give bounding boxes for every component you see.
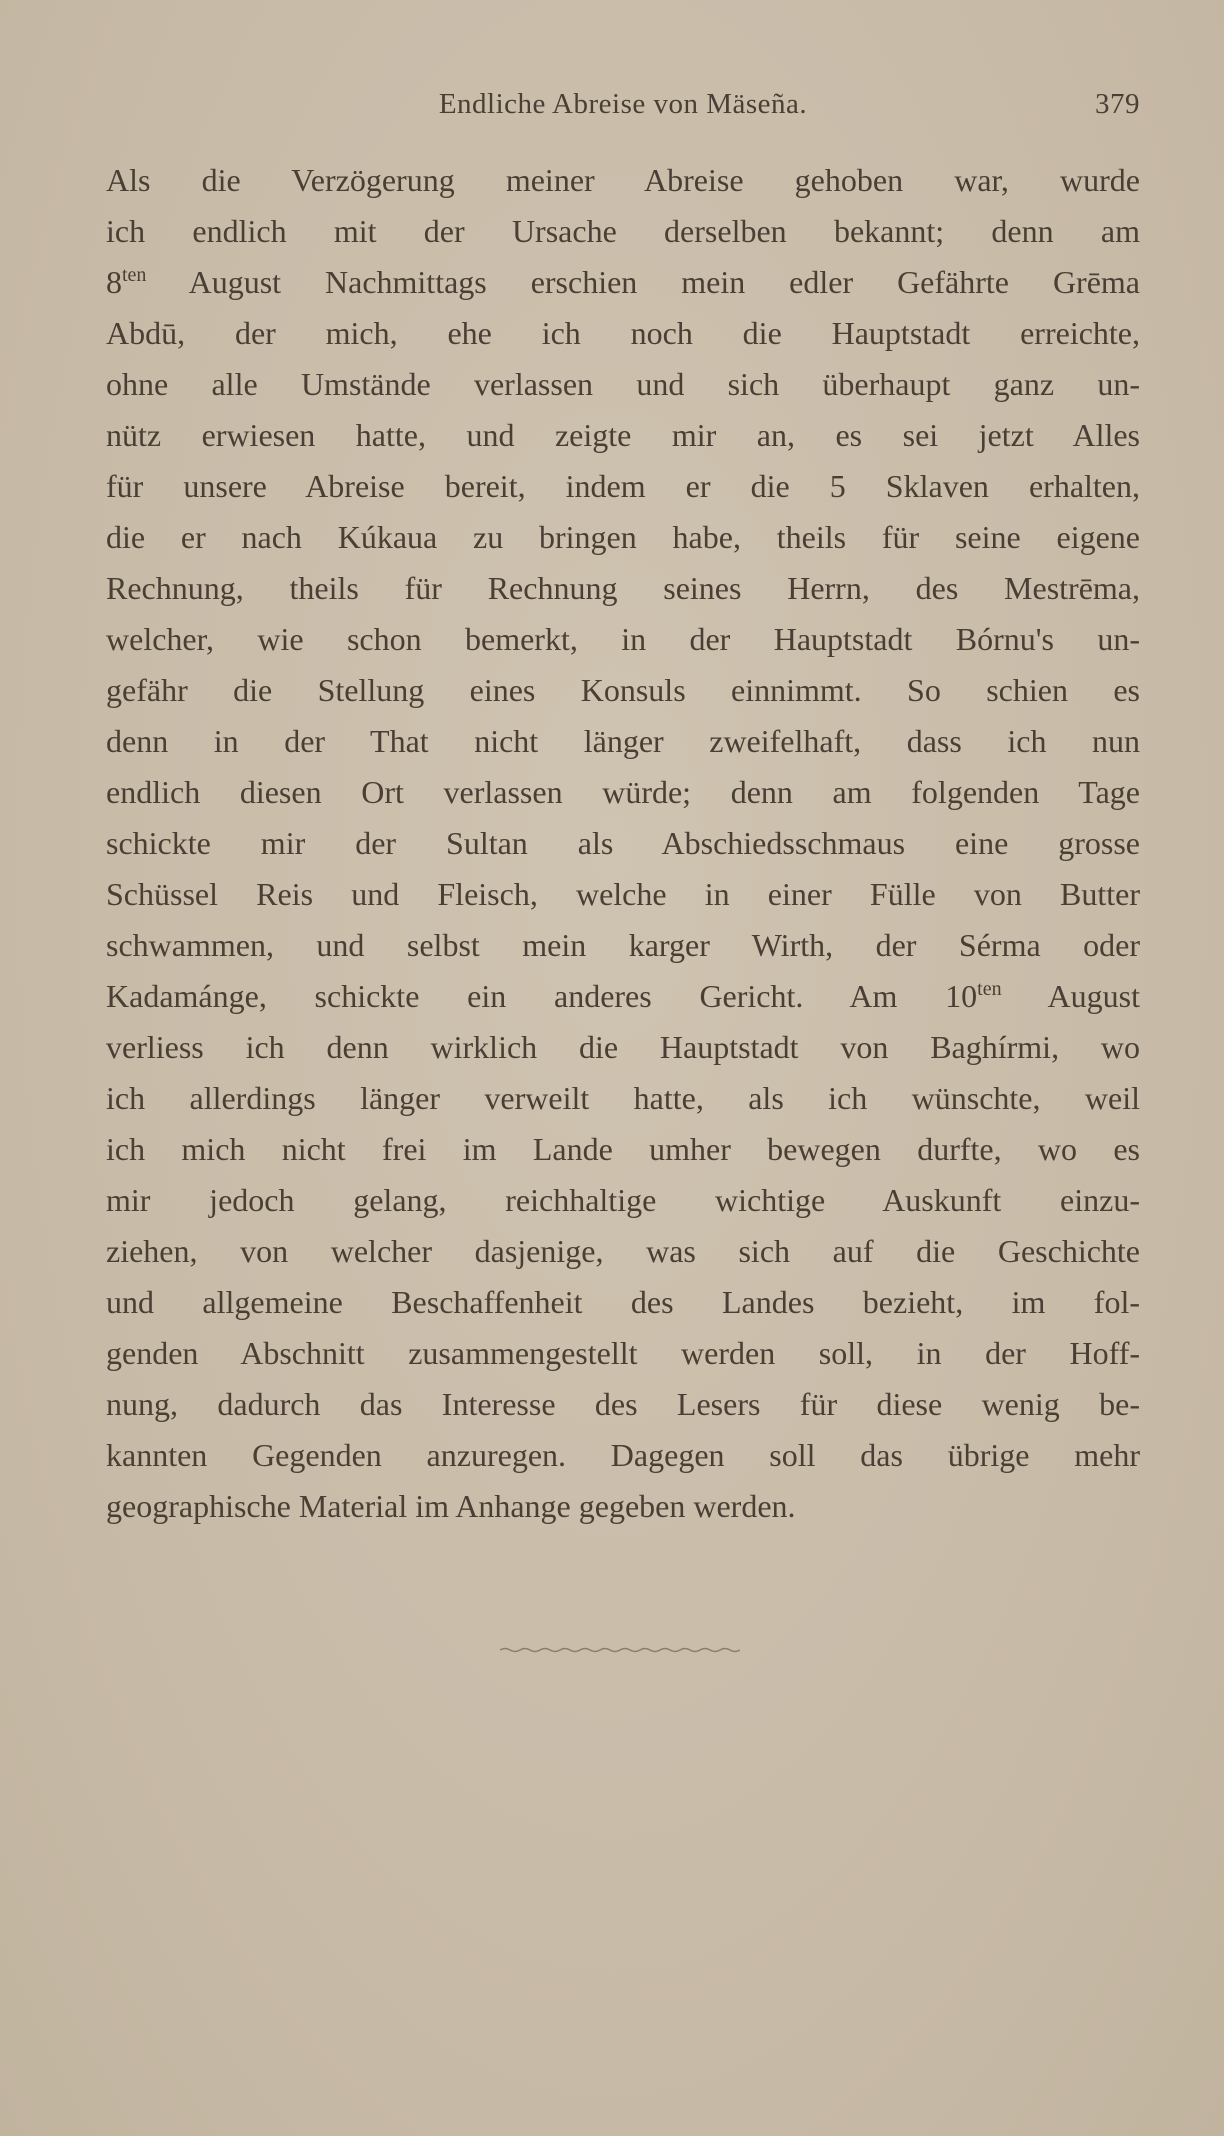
text-line: für unsere Abreise bereit, indem er die 5 Sklaven erhalten,: [106, 468, 1140, 504]
text-line: kannten Gegenden anzuregen. Dagegen soll das übrige mehr: [106, 1437, 1140, 1473]
wavy-divider-ornament: [500, 1646, 740, 1654]
text-line: ziehen, von welcher dasjenige, was sich auf die Geschichte: [106, 1233, 1140, 1269]
text-line: Schüssel Reis und Fleisch, welche in einer Fülle von Butter: [106, 876, 1140, 912]
text-line: $8^{ten}$ August Nachmittags erschien mein edler Gefährte Grēma: [106, 264, 1140, 300]
text-line: ich mich nicht frei im Lande umher bewegen durfte, wo es: [106, 1131, 1140, 1167]
text-line: nütz erwiesen hatte, und zeigte mir an, es sei jetzt Alles: [106, 417, 1140, 453]
text-line: die er nach Kúkaua zu bringen habe, theils für seine eigene: [106, 519, 1140, 555]
text-line: schwammen, und selbst mein karger Wirth, der Sérma oder: [106, 927, 1140, 963]
text-line: ich allerdings länger verweilt hatte, als ich wünschte, weil: [106, 1080, 1140, 1116]
text-line: verliess ich denn wirklich die Hauptstadt von Baghírmi, wo: [106, 1029, 1140, 1065]
text-line: welcher, wie schon bemerkt, in der Hauptstadt Bórnu's un-: [106, 621, 1140, 657]
text-line: und allgemeine Beschaffenheit des Landes bezieht, im fol-: [106, 1284, 1140, 1320]
text-line: endlich diesen Ort verlassen würde; denn am folgenden Tage: [106, 774, 1140, 810]
text-line: Als die Verzögerung meiner Abreise gehoben war, wurde: [106, 162, 1140, 198]
page-number: 379: [1095, 88, 1140, 120]
text-line: ich endlich mit der Ursache derselben bekannt; denn am: [106, 213, 1140, 249]
text-line: gefähr die Stellung eines Konsuls einnimmt. So schien es: [106, 672, 1140, 708]
text-line: ohne alle Umstände verlassen und sich überhaupt ganz un-: [106, 366, 1140, 402]
text-line: genden Abschnitt zusammengestellt werden soll, in der Hoff-: [106, 1335, 1140, 1371]
text-line: schickte mir der Sultan als Abschiedsschmaus eine grosse: [106, 825, 1140, 861]
running-head: [106, 88, 1140, 128]
text-line: denn in der That nicht länger zweifelhaft, dass ich nun: [106, 723, 1140, 759]
text-line: nung, dadurch das Interesse des Lesers für diese wenig be-: [106, 1386, 1140, 1422]
text-line: Rechnung, theils für Rechnung seines Herrn, des Mestrēma,: [106, 570, 1140, 606]
text-line: Kadamánge, schickte ein anderes Gericht. Am $10^{ten}$ August: [106, 978, 1141, 1014]
body-paragraph: [106, 155, 1140, 1532]
text-line: geographische Material im Anhange gegeben werden.: [106, 1488, 796, 1524]
text-line: Abdū, der mich, ehe ich noch die Hauptstadt erreichte,: [106, 315, 1140, 351]
text-line: mir jedoch gelang, reichhaltige wichtige Auskunft einzu-: [106, 1182, 1140, 1218]
running-title: Endliche Abreise von Mäseña.: [438, 88, 808, 120]
